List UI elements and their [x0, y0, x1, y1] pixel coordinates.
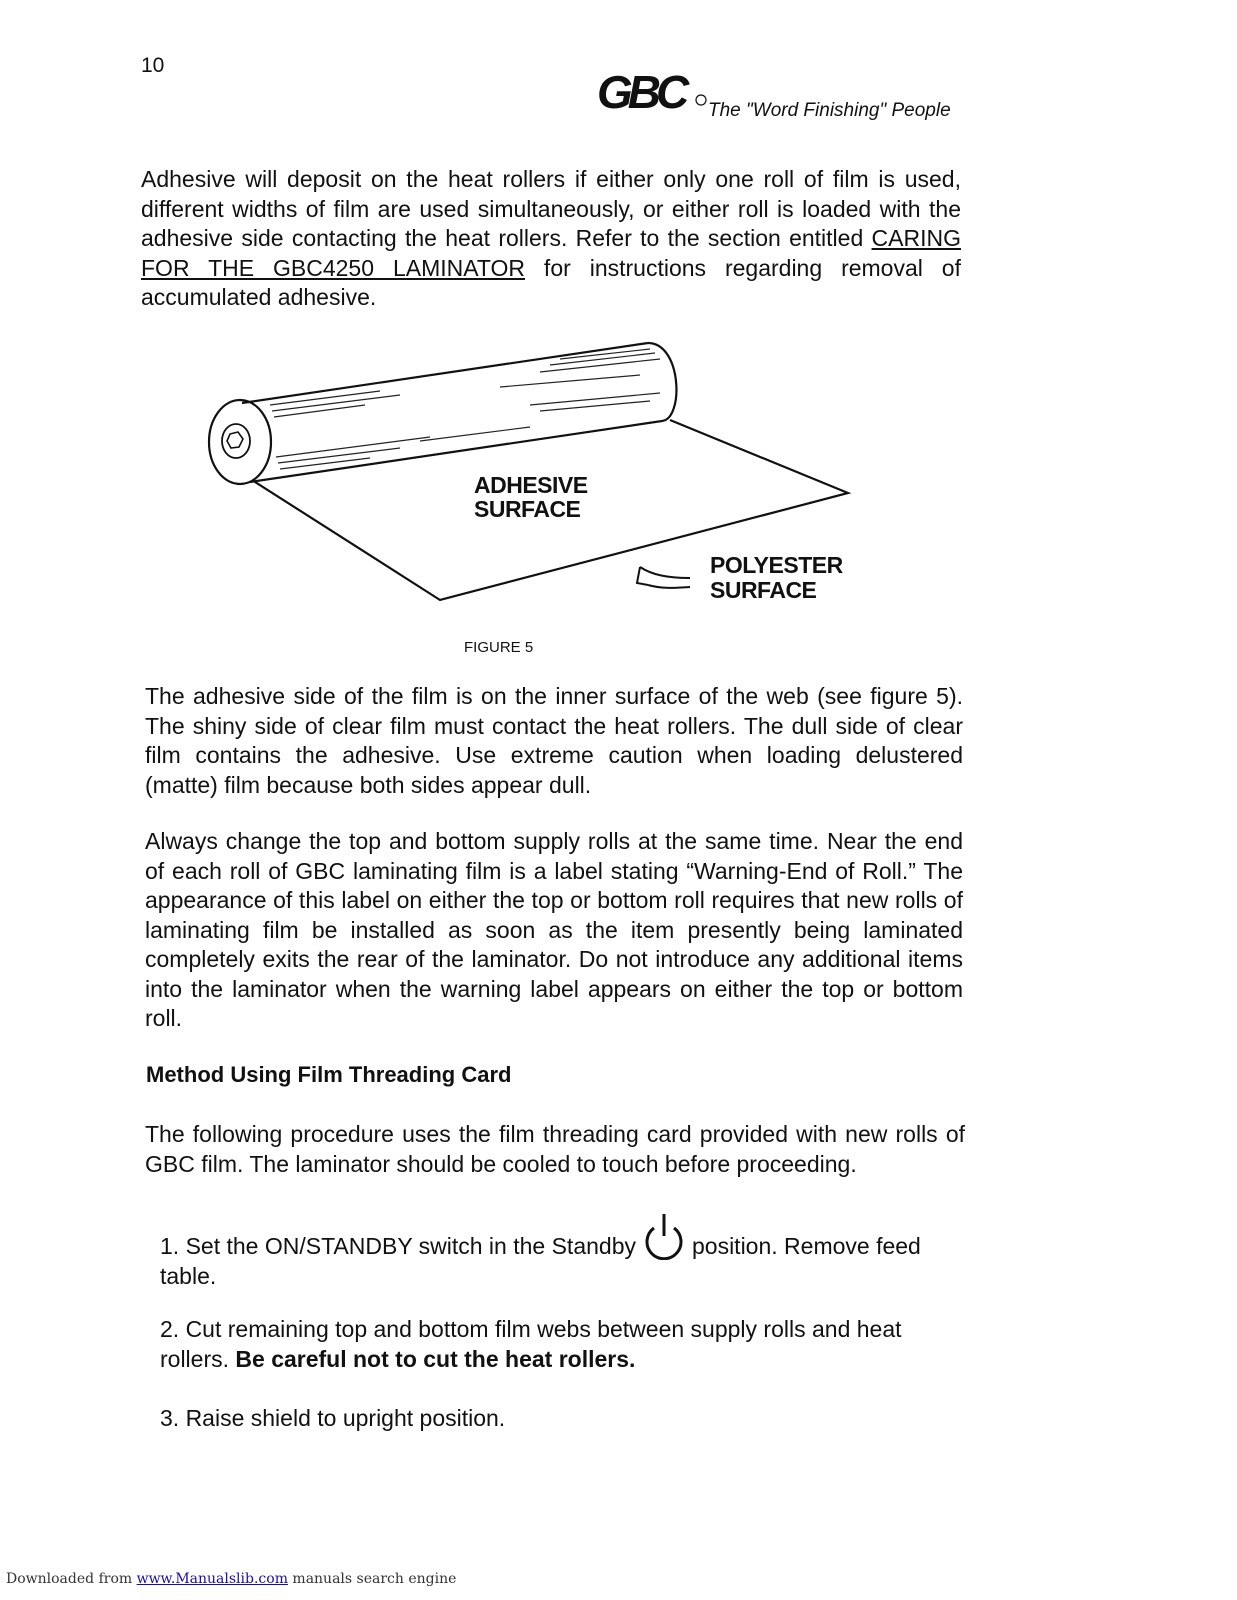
adhesive-surface-label-line1: ADHESIVE	[474, 472, 588, 498]
polyester-surface-label-line1: POLYESTER	[710, 552, 843, 578]
step-2-text: 2. Cut remaining top and bottom film webs between supply rolls and heat rollers.	[160, 1316, 902, 1372]
paragraph-adhesive-deposit	[141, 165, 961, 313]
gbc-logo	[597, 66, 709, 122]
tagline: The "Word Finishing" People	[708, 100, 951, 121]
paragraph-text: for instructions regarding removal of accumulated adhesive.	[141, 254, 961, 310]
section-heading: Method Using Film Threading Card	[146, 1062, 512, 1087]
page-number: 10	[141, 54, 165, 77]
film-roll-figure	[200, 335, 880, 625]
manualslib-link[interactable]: www.Manualslib.com	[136, 1571, 288, 1587]
step-2	[160, 1315, 966, 1374]
step-2-warning: Be careful not to cut the heat rollers.	[235, 1345, 636, 1372]
footer-suffix: manuals search engine	[287, 1571, 457, 1587]
step-1-text-after: position. Remove feed table.	[160, 1233, 921, 1289]
polyester-surface-label-line2: SURFACE	[710, 577, 817, 603]
footer	[6, 1571, 456, 1587]
figure-caption: FIGURE 5	[464, 639, 534, 656]
section-reference-link: CARING FOR THE GBC4250 LAMINATOR	[141, 225, 961, 281]
paragraph-change-rolls: Always change the top and bottom supply rolls at the same time. Near the end of each roll of GBC laminating film is a label stating “Warning-End of Roll.” The appearance of this label on either the top or bottom roll requires that new rolls of laminating film be installed as soon as the item presently being laminated completely exits the rear of the laminator. Do not introduce any additional items into the laminator when the warning label appears on either the top or bottom roll.	[145, 828, 963, 1031]
step-1	[160, 1212, 966, 1291]
step-1-text-before: 1. Set the ON/STANDBY switch in the Standby	[160, 1233, 636, 1259]
footer-prefix: Downloaded from	[6, 1571, 137, 1587]
step-3: 3. Raise shield to upright position.	[160, 1405, 506, 1431]
paragraph-procedure-intro: The following procedure uses the film threading card provided with new rolls of GBC film. The laminator should be cooled to touch before proceeding.	[145, 1121, 965, 1177]
paragraph-adhesive-side: The adhesive side of the film is on the inner surface of the web (see figure 5). The shiny side of clear film must contact the heat rollers. The dull side of clear film contains the adhesive. Use extreme caution when loading delustered (matte) film because both sides appear dull.	[145, 683, 963, 798]
adhesive-surface-label-line2: SURFACE	[474, 496, 581, 522]
standby-icon	[640, 1212, 688, 1260]
paragraph-text: Adhesive will deposit on the heat rollers if either only one roll of film is used, different widths of film are used simultaneously, or either roll is loaded with the adhesive side contacting the heat rollers. Refer to the section entitled	[141, 166, 961, 251]
logo-text: GBC	[597, 66, 685, 118]
